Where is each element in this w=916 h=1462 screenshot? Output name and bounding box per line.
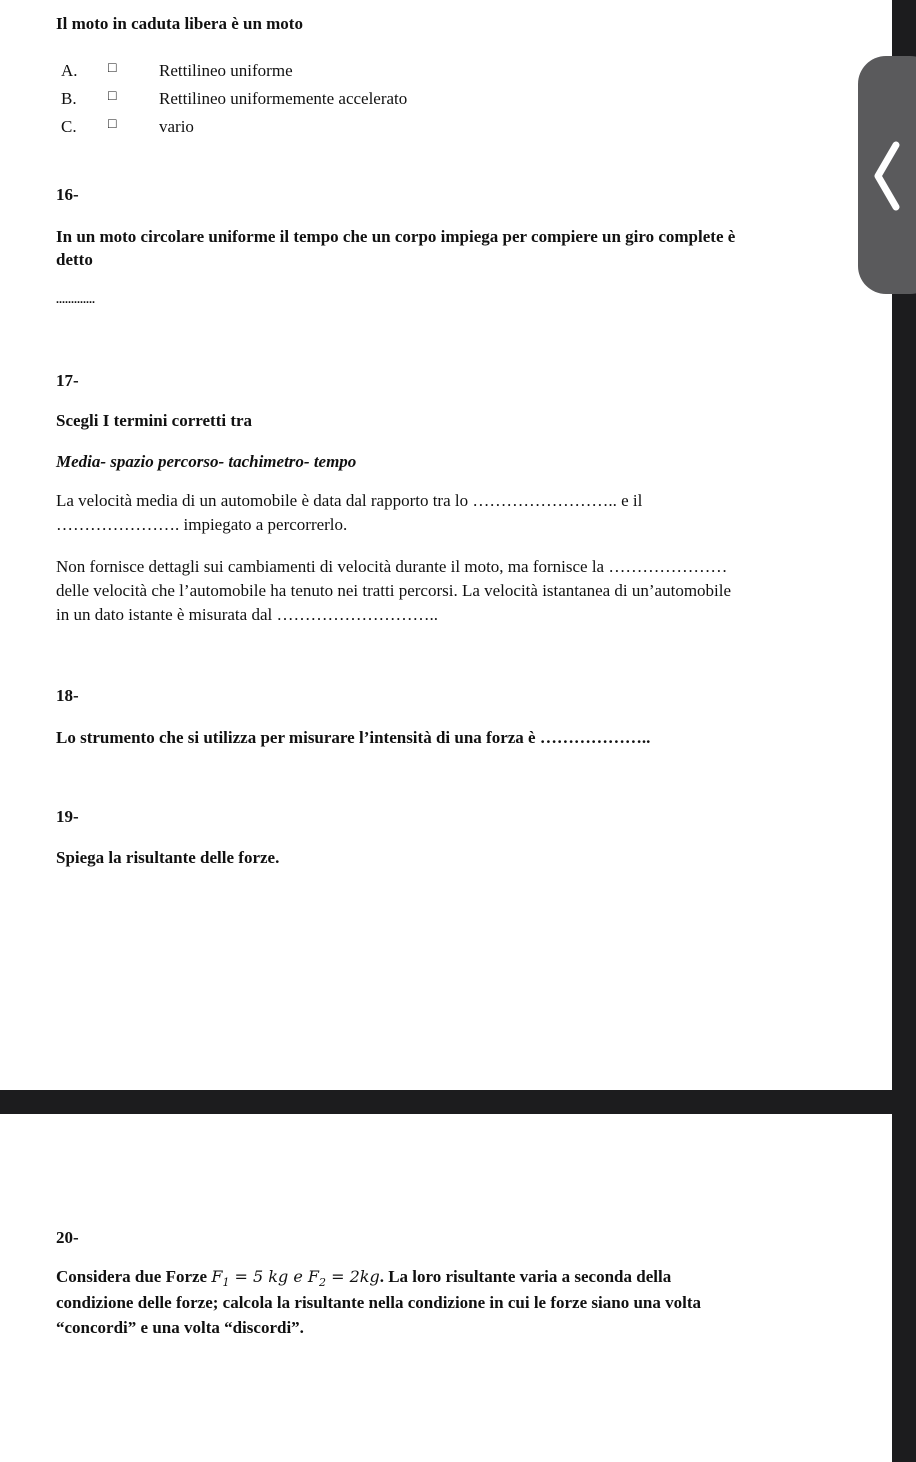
q16-text-line1: In un moto circolare uniforme il tempo che un corpo impiega per compiere un giro complete è <box>56 227 736 246</box>
option-c-checkbox[interactable]: □ <box>108 117 117 132</box>
q18-number: 18- <box>56 686 79 705</box>
q16-text-line2: detto <box>56 250 93 269</box>
option-b-checkbox[interactable]: □ <box>108 89 117 104</box>
option-a-checkbox[interactable]: □ <box>108 61 117 76</box>
q16-number: 16- <box>56 185 79 204</box>
option-b-letter: B. <box>61 89 77 108</box>
q17-terms: Media- spazio percorso- tachimetro- tempo <box>56 452 357 471</box>
option-a-letter: A. <box>61 61 78 80</box>
q17-line4: delle velocità che l’automobile ha tenuto nei tratti percorsi. La velocità istantanea di un’automobile <box>56 581 732 600</box>
q20-line3: “concordi” e una volta “discordi”. <box>56 1318 304 1337</box>
q18-text: Lo strumento che si utilizza per misurare l’intensità di una forza è ……………….. <box>56 728 651 747</box>
option-c-letter: C. <box>61 117 77 136</box>
q15-title: Il moto in caduta libera è un moto <box>56 14 303 33</box>
q17-line1: La velocità media di un automobile è data dal rapporto tra lo …………………….. e il <box>56 491 643 510</box>
q20-number: 20- <box>56 1228 79 1247</box>
q19-text: Spiega la risultante delle forze. <box>56 848 280 867</box>
side-panel-handle[interactable] <box>858 56 916 294</box>
q17-line2: …………………. impiegato a percorrerlo. <box>56 515 348 534</box>
option-b-text: Rettilineo uniformemente accelerato <box>159 89 408 108</box>
q16-answer-blank[interactable]: ............. <box>56 292 95 306</box>
q20-line2: condizione delle forze; calcola la risultante nella condizione in cui le forze siano una volta <box>56 1293 701 1312</box>
q17-instruction: Scegli I termini corretti tra <box>56 411 253 430</box>
q20-post: . La loro risultante varia a seconda della <box>379 1267 672 1286</box>
q17-number: 17- <box>56 371 79 390</box>
q17-line5: in un dato istante è misurata dal ……………………….. <box>56 605 438 624</box>
q20-line1 <box>56 1268 671 1288</box>
option-a-text: Rettilineo uniforme <box>159 61 293 80</box>
option-c-text: vario <box>159 117 194 136</box>
force-1-formula: $F_1 = 5$ kg e $F_2 = 2kg$ <box>211 1267 380 1290</box>
q19-number: 19- <box>56 807 79 826</box>
q17-line3: Non fornisce dettagli sui cambiamenti di velocità durante il moto, ma fornisce la ………………… <box>56 557 728 576</box>
chevron-left-icon <box>872 141 902 211</box>
page-separator <box>0 1090 892 1114</box>
q20-pre: Considera due Forze <box>56 1267 212 1286</box>
